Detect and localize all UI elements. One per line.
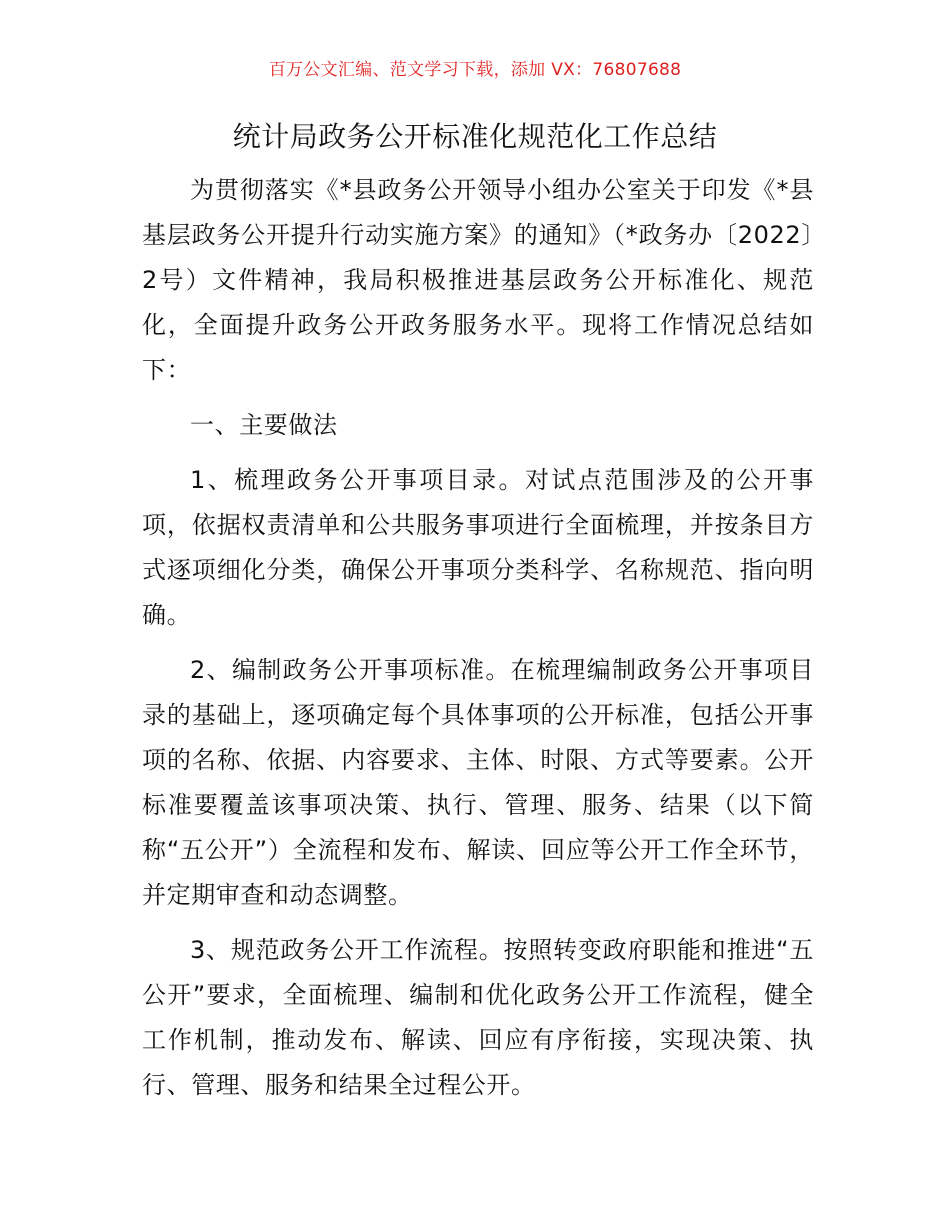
document-title: 统计局政务公开标准化规范化工作总结 xyxy=(232,120,718,153)
intro-paragraph: 为贯彻落实《*县政务公开领导小组办公室关于印发《*县基层政务公开提升行动实施方案》的通知》（*政务办〔2022〕2号）文件精神，我局积极推进基层政务公开标准化、规范化，全面提升政务公开政务服务水平。现将工作情况总结如下： xyxy=(142,176,814,384)
section-heading: 一、主要做法 xyxy=(190,411,338,439)
document-body xyxy=(142,168,814,1108)
body-paragraph: 3、规范政务公开工作流程。按照转变政府职能和推进“五公开”要求，全面梳理、编制和优化政务公开工作流程，健全工作机制，推动发布、解读、回应有序衔接，实现决策、执行、管理、服务和结果全过程公开。 xyxy=(142,936,814,1099)
watermark-banner: 百万公文汇编、范文学习下载，添加 VX：76807688 xyxy=(268,60,682,80)
body-paragraph: 1、梳理政务公开事项目录。对试点范围涉及的公开事项，依据权责清单和公共服务事项进行全面梳理，并按条目方式逐项细化分类，确保公开事项分类科学、名称规范、指向明确。 xyxy=(142,466,814,629)
body-paragraph: 2、编制政务公开事项标准。在梳理编制政务公开事项目录的基础上，逐项确定每个具体事项的公开标准，包括公开事项的名称、依据、内容要求、主体、时限、方式等要素。公开标准要覆盖该事项决策、执行、管理、服务、结果（以下简称“五公开”）全流程和发布、解读、回应等公开工作全环节，并定期审查和动态调整。 xyxy=(142,656,814,909)
